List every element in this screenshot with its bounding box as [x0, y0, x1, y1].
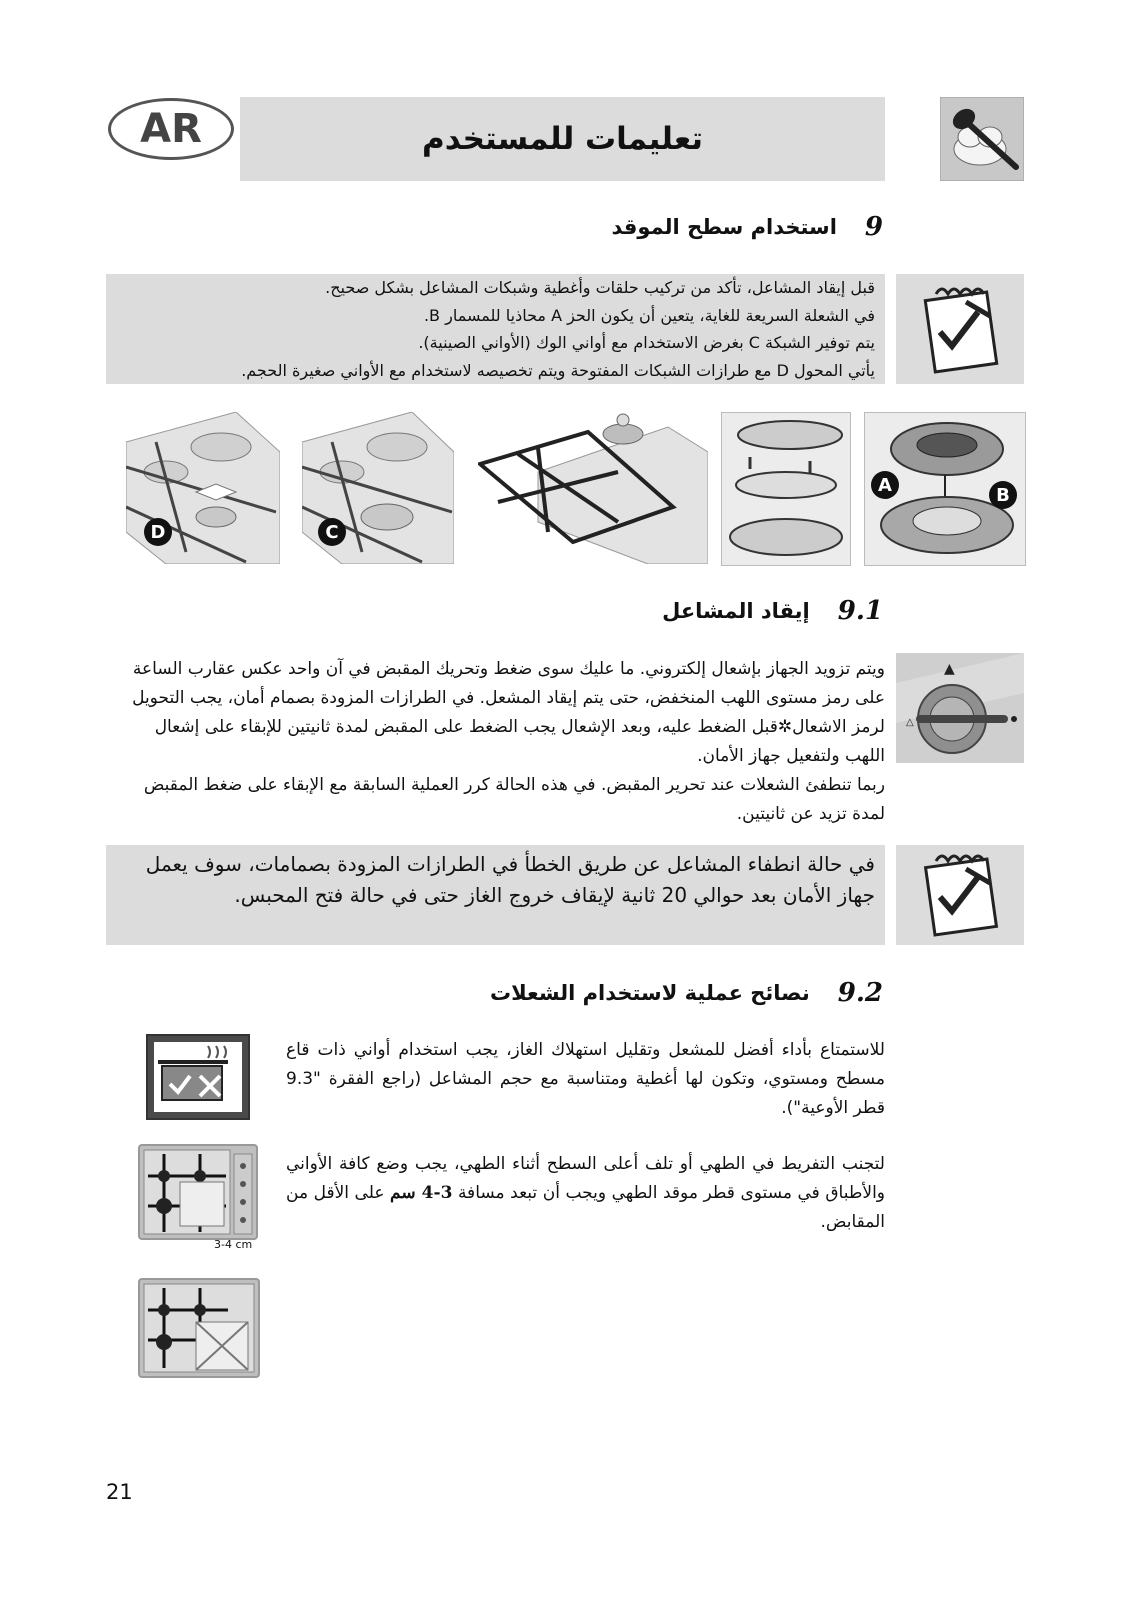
safety-valve-note-box [106, 845, 885, 945]
pot-placement-tip-start: لتجنب التفريط في الطهي أو تلف أعلى السطح أثناء الطهي، يجب وضع كافة الأواني والأطباق في مستوى قطر موقد الطهي ويجب أن تبعد مسافة [286, 1154, 885, 1203]
section-9-2-heading [283, 978, 883, 1008]
figure-burner-parts [721, 412, 851, 566]
section-9-1-title: إيقاد المشاعل [662, 599, 810, 623]
installation-note-box [106, 274, 885, 384]
figure-adapter-d [126, 412, 280, 564]
ignition-instructions [112, 655, 885, 829]
label-a: A [871, 471, 899, 499]
figure-grid-install [478, 412, 708, 564]
distance-value: 3-4 سم [390, 1183, 453, 1203]
svg-text:▲: ▲ [944, 661, 955, 677]
distance-caption: 3-4 cm [214, 1238, 253, 1251]
section-9-1-heading [383, 596, 883, 626]
cookware-tip: للاستمتاع بأداء أفضل للمشعل وتقليل استهلاك الغاز، يجب استخدام أواني ذات قاع مسطح ومستوي، وتكون لها أغطية ومتناسبة مع حجم المشاعل (راجع الفقرة "9.3 قطر الأوعية"). [286, 1040, 885, 1118]
knob-icon [896, 653, 1024, 763]
chef-spoon-icon [940, 97, 1024, 181]
figure-rapid-burner-ab [864, 412, 1026, 566]
note-line-4: يأتي المحول D مع طرازات الشبكات المفتوحة ويتم تخصيصه لاستخدام مع الأواني صغيرة الحجم. [241, 360, 875, 380]
section-9-number: 9 [864, 212, 883, 242]
notepad-check-icon-2 [896, 845, 1024, 945]
figure-wok-grid-c [302, 412, 454, 564]
notepad-check-icon [896, 274, 1024, 384]
language-badge [108, 98, 234, 160]
pot-lid-icon [146, 1034, 250, 1120]
hob-distance-figure [138, 1144, 258, 1240]
section-9-1-number: 9.1 [837, 596, 883, 626]
language-badge-text: AR [140, 106, 202, 152]
note-line-3: يتم توفير الشبكة C بغرض الاستخدام مع أواني الوك (الأواني الصينية). [418, 333, 875, 352]
section-9-2-number: 9.2 [837, 978, 883, 1008]
svg-text:△: △ [906, 717, 914, 728]
note-line-2: في الشعلة السريعة للغاية، يتعين أن يكون الحز A محاذيا للمسمار B. [423, 305, 875, 325]
section-9-title: استخدام سطح الموقد [611, 215, 837, 239]
section-9-2-title: نصائح عملية لاستخدام الشعلات [489, 981, 810, 1005]
hob-wrong-placement-figure [138, 1278, 260, 1378]
note-line-1: قبل إيقاد المشاعل، تأكد من تركيب حلقات وأغطية وشبكات المشاعل بشكل صحيح. [325, 278, 875, 297]
ignition-paragraph-1: ويتم تزويد الجهاز بإشعال إلكتروني. ما عليك سوى ضغط وتحريك المقبض في آن واحد عكس عقارب الساعة على رمز مستوى اللهب المنخفض، حتى يتم إيقاد المشعل. في الطرازات المزودة بصمام أمان، يجب التحويل لرمز الاشعال✲قبل الضغط عليه، وبعد الإشعال يجب الضغط على المقبض لمدة ثانيتين للإبقاء على إشعال اللهب ولتفعيل جهاز الأمان. [132, 659, 885, 766]
page-title: تعليمات للمستخدم [240, 97, 885, 181]
ignition-paragraph-2: ربما تنطفئ الشعلات عند تحرير المقبض. في هذه الحالة كرر العملية السابقة مع الإبقاء على ضغط المقبض لمدة تزيد عن ثانيتين. [143, 775, 885, 824]
pot-placement-tip [286, 1150, 885, 1237]
label-b: B [989, 481, 1017, 509]
section-9-heading [383, 212, 883, 242]
label-c: C [318, 518, 346, 546]
safety-valve-note: في حالة انطفاء المشاعل عن طريق الخطأ في الطرازات المزودة بصمامات، سوف يعمل جهاز الأمان بعد حوالي 20 ثانية لإيقاف خروج الغاز حتى في حالة فتح المحبس. [145, 852, 875, 907]
pot-placement-tip-end: على الأقل من المقابض. [286, 1183, 885, 1232]
page-number: 21 [106, 1480, 133, 1504]
label-d: D [144, 518, 172, 546]
installation-note-text [106, 274, 885, 384]
